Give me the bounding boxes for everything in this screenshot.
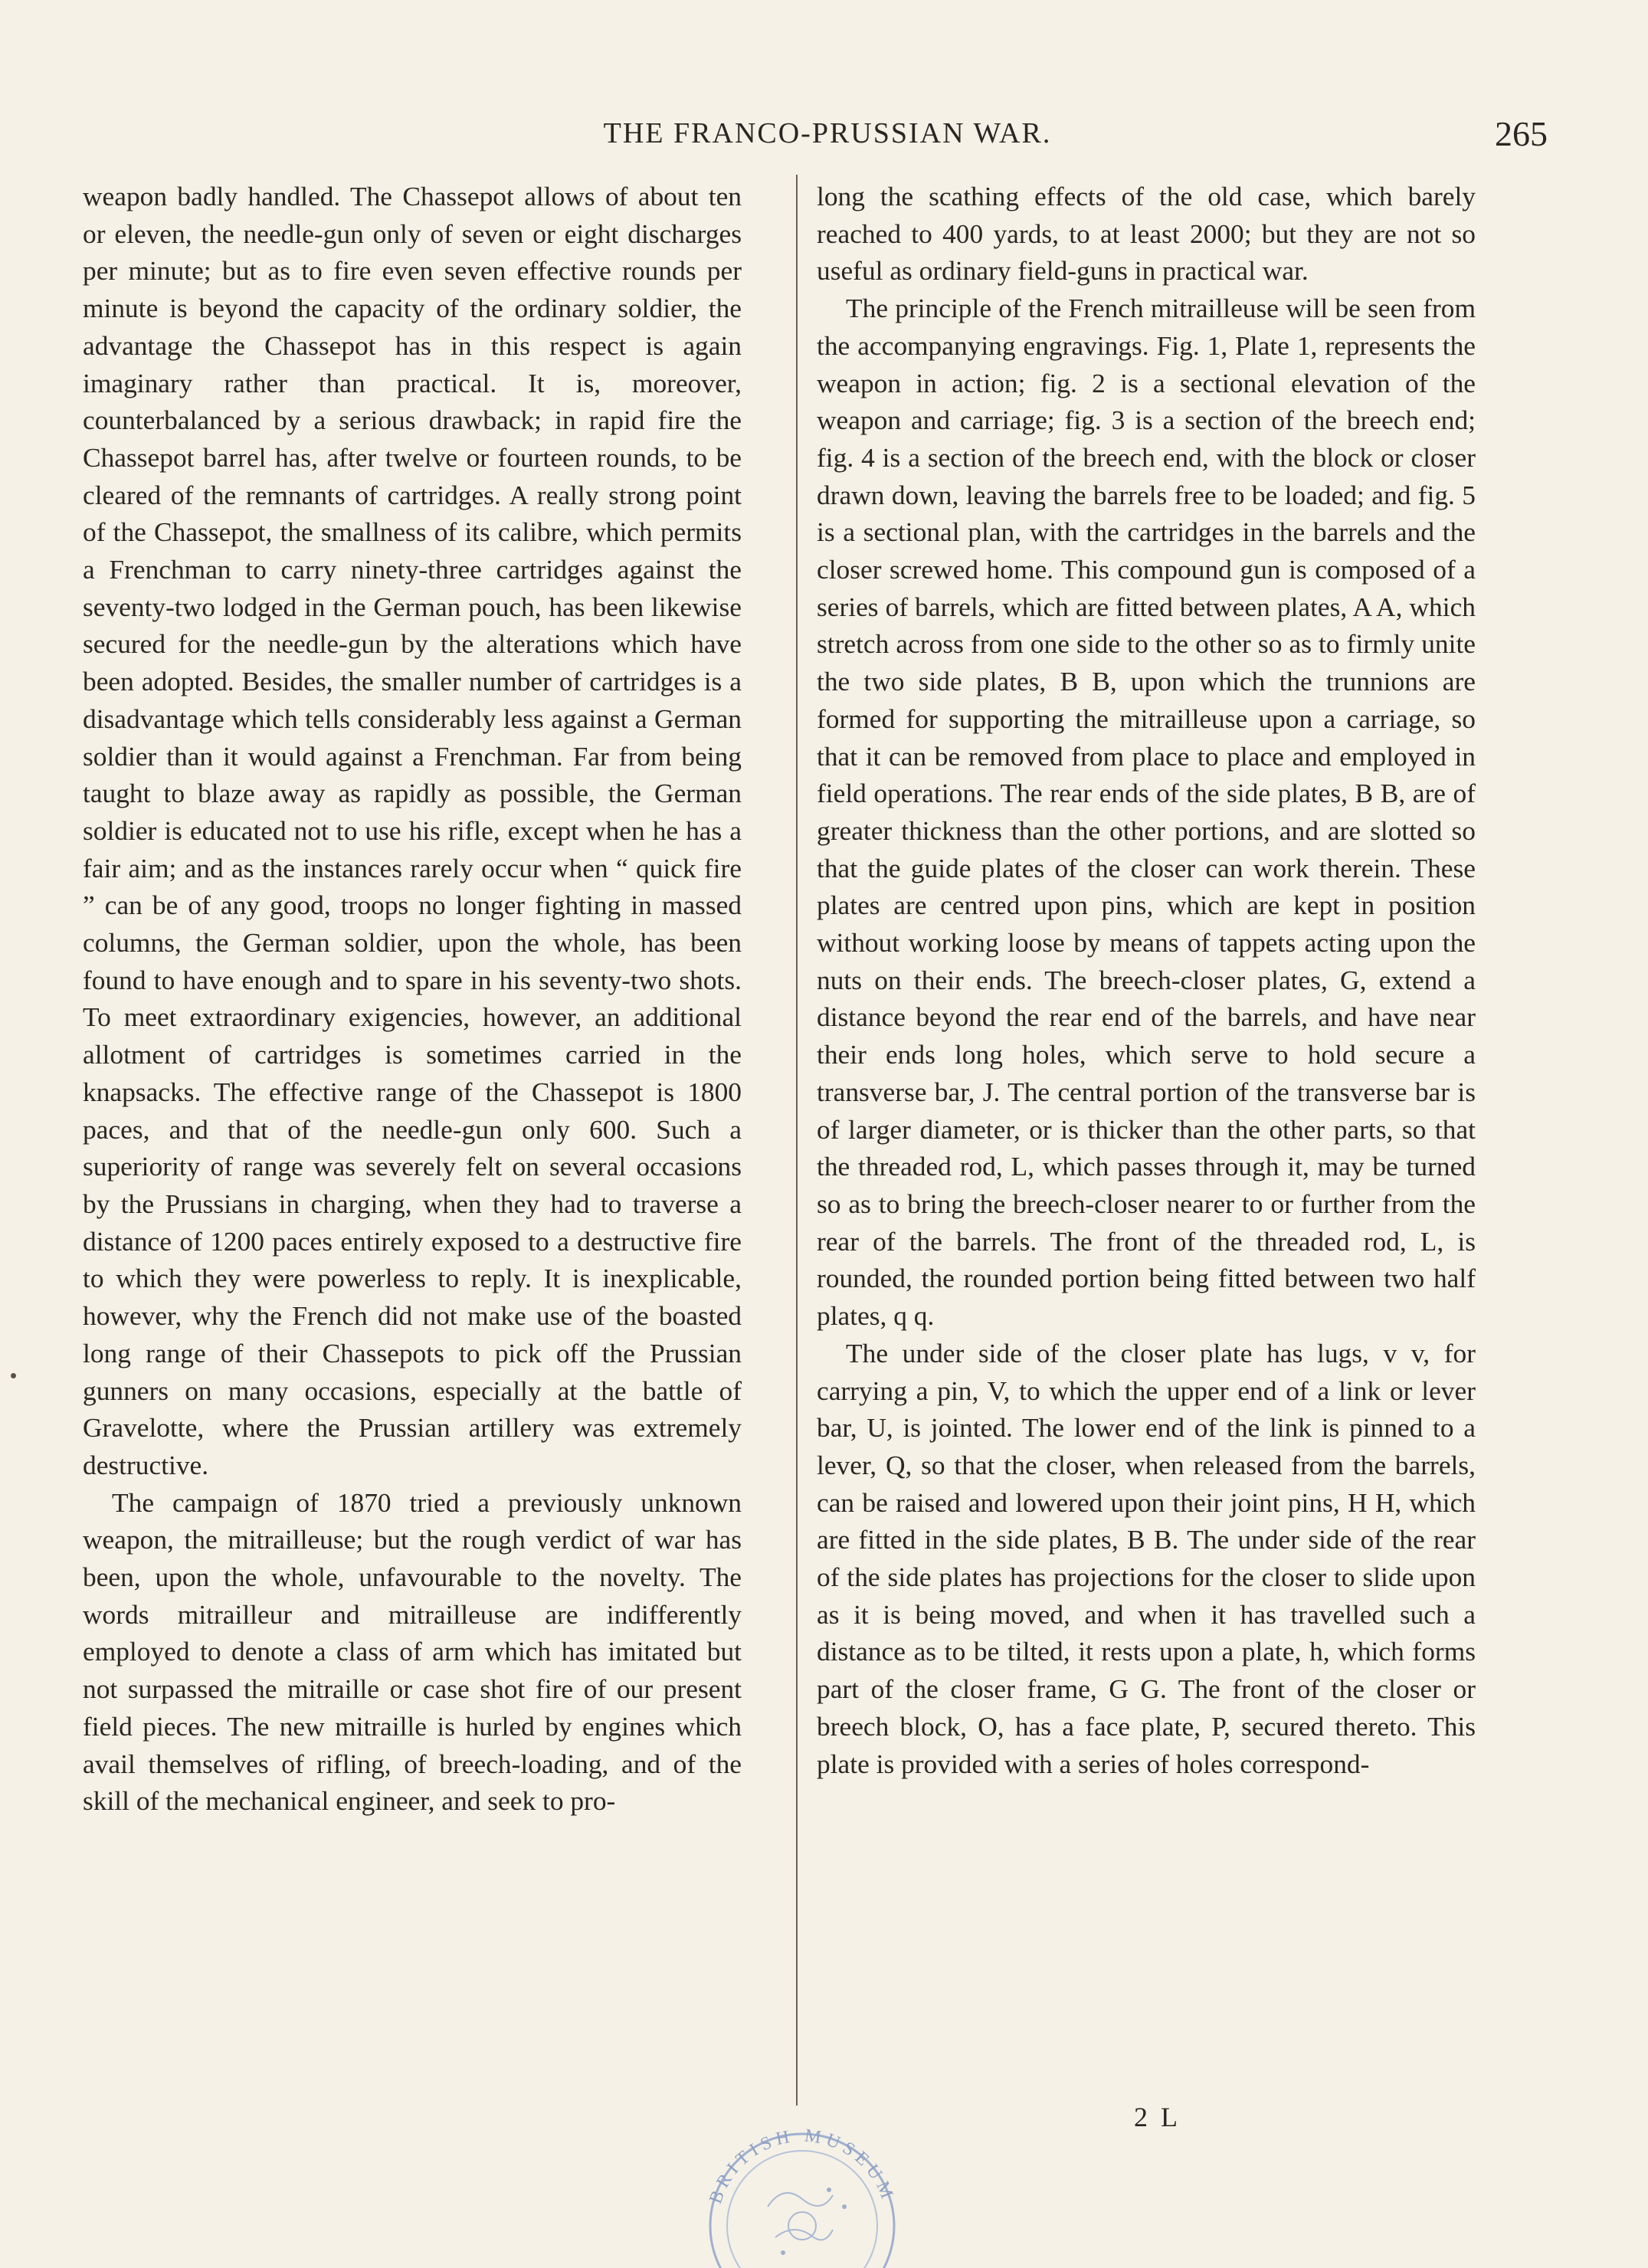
column-rule — [796, 175, 798, 2106]
page-number: 265 — [1495, 114, 1548, 153]
paragraph: long the scathing effects of the old case, which barely reached to 400 yards, to at least 2000; but they are not so useful as ordinary field-guns in practical war. — [817, 181, 1476, 287]
margin-mark — [11, 1373, 16, 1378]
running-head — [107, 113, 1548, 159]
paragraph: The principle of the French mitrailleuse will be seen from the accompanying engravings. Fig. 1, Plate 1, represents the weapon in action; fig. 2 is a sectional elevation of the weapon and carriage; fig. 3 is a section of the breech end; fig. 4 is a section of the breech end, with the block or closer drawn down, leaving the barrels free to be loaded; and fig. 5 is a sectional plan, with the cartridges in the barrels and the closer screwed home. This compound gun is composed of a series of barrels, which are fitted between plates, A A, which stretch across from one side to the other so as to firmly unite the two side plates, B B, upon which the trunnions are formed for supporting the mitrailleuse upon a carriage, so that it can be removed from place to place and employed in field operations. The rear ends of the side plates, B B, are of greater thickness than the other portions, and are slotted so that the guide plates of the closer can work therein. These plates are centred upon pins, which are kept in position without working loose by means of tappets acting upon the nuts on their ends. The breech-closer plates, G, extend a distance beyond the rear end of the barrels, and have near their ends long holes, which serve to hold secure a transverse bar, J. The central portion of the transverse bar is of larger diameter, or is thicker than the other parts, so that the threaded rod, L, which passes through it, may be turned so as to bring the breech-closer nearer to or further from the rear of the barrels. The front of the threaded rod, L, is rounded, the rounded portion being fitted between two half plates, q q. — [817, 293, 1476, 1332]
paragraph: The under side of the closer plate has lugs, v v, for carrying a pin, V, to which the upper end of a link or lever bar, U, is jointed. The lower end of the link is pinned to a lever, Q, so that the closer, when released from the barrels, can be raised and lowered upon their joint pins, H H, which are fitted in the side plates, B B. The under side of the rear of the side plates has projections for the closer to slide upon as it is being moved, and when it has travelled such a distance as to be tilted, it rests upon a plate, h, which forms part of the closer frame, G G. The front of the closer or breech block, O, has a face plate, P, secured thereto. This plate is provided with a series of holes correspond- — [817, 1337, 1476, 1779]
left-column — [83, 178, 742, 1820]
signature-mark: 2 L — [1134, 2102, 1181, 2132]
stamp-text: BRITISH MUSEUM — [706, 2125, 899, 2207]
paragraph: weapon badly handled. The Chassepot allows of about ten or eleven, the needle-gun only of seven or eight discharges per minute; but as to fire even seven effective rounds per minute is beyond the capacity of the ordinary soldier, the advantage the Chassepot has in this respect is again imaginary rather than practical. It is, moreover, counterbalanced by a serious drawback; in rapid fire the Chassepot barrel has, after twelve or fourteen rounds, to be cleared of the remnants of cartridges. A really strong point of the Chassepot, the smallness of its calibre, which permits a Frenchman to carry ninety-three cartridges against the seventy-two lodged in the German pouch, has been likewise secured for the needle-gun by the alterations which have been adopted. Besides, the smaller number of cartridges is a disadvantage which tells considerably less against a German soldier than it would against a Frenchman. Far from being taught to blaze away as rapidly as possible, the German soldier is educated not to use his rifle, except when he has a fair aim; and as the instances rarely occur when “ quick fire ” can be of any good, troops no longer fighting in massed columns, the German soldier, upon the whole, has been found to have enough and to spare in his seventy-two shots. To meet extraordinary exigencies, however, an additional allotment of cartridges is sometimes carried in the knapsacks. The effective range of the Chassepot is 1800 paces, and that of the needle-gun only 600. Such a superiority of range was severely felt on several occasions by the Prussians in charging, when they had to traverse a distance of 1200 paces entirely exposed to a destructive fire to which they were powerless to reply. It is inexplicable, however, why the French did not make use of the boasted long range of their Chassepots to pick off the Prussian gunners on many occasions, especially at the battle of Gravelotte, where the Prussian artillery was extremely destructive. — [83, 181, 742, 1480]
library-stamp-icon — [691, 2092, 913, 2268]
running-title: THE FRANCO-PRUSSIAN WAR. — [603, 117, 1052, 149]
paragraph: The campaign of 1870 tried a previously unknown weapon, the mitrailleuse; but the rough verdict of war has been, upon the whole, unfavourable to the novelty. The words mitrailleur and mitrailleuse are indifferently employed to denote a class of arm which has imitated but not surpassed the mitraille or case shot fire of our present field pieces. The new mitraille is hurled by engines which avail themselves of rifling, of breech-loading, and of the skill of the mechanical engineer, and seek to pro- — [83, 1486, 742, 1817]
right-column — [817, 178, 1476, 1782]
